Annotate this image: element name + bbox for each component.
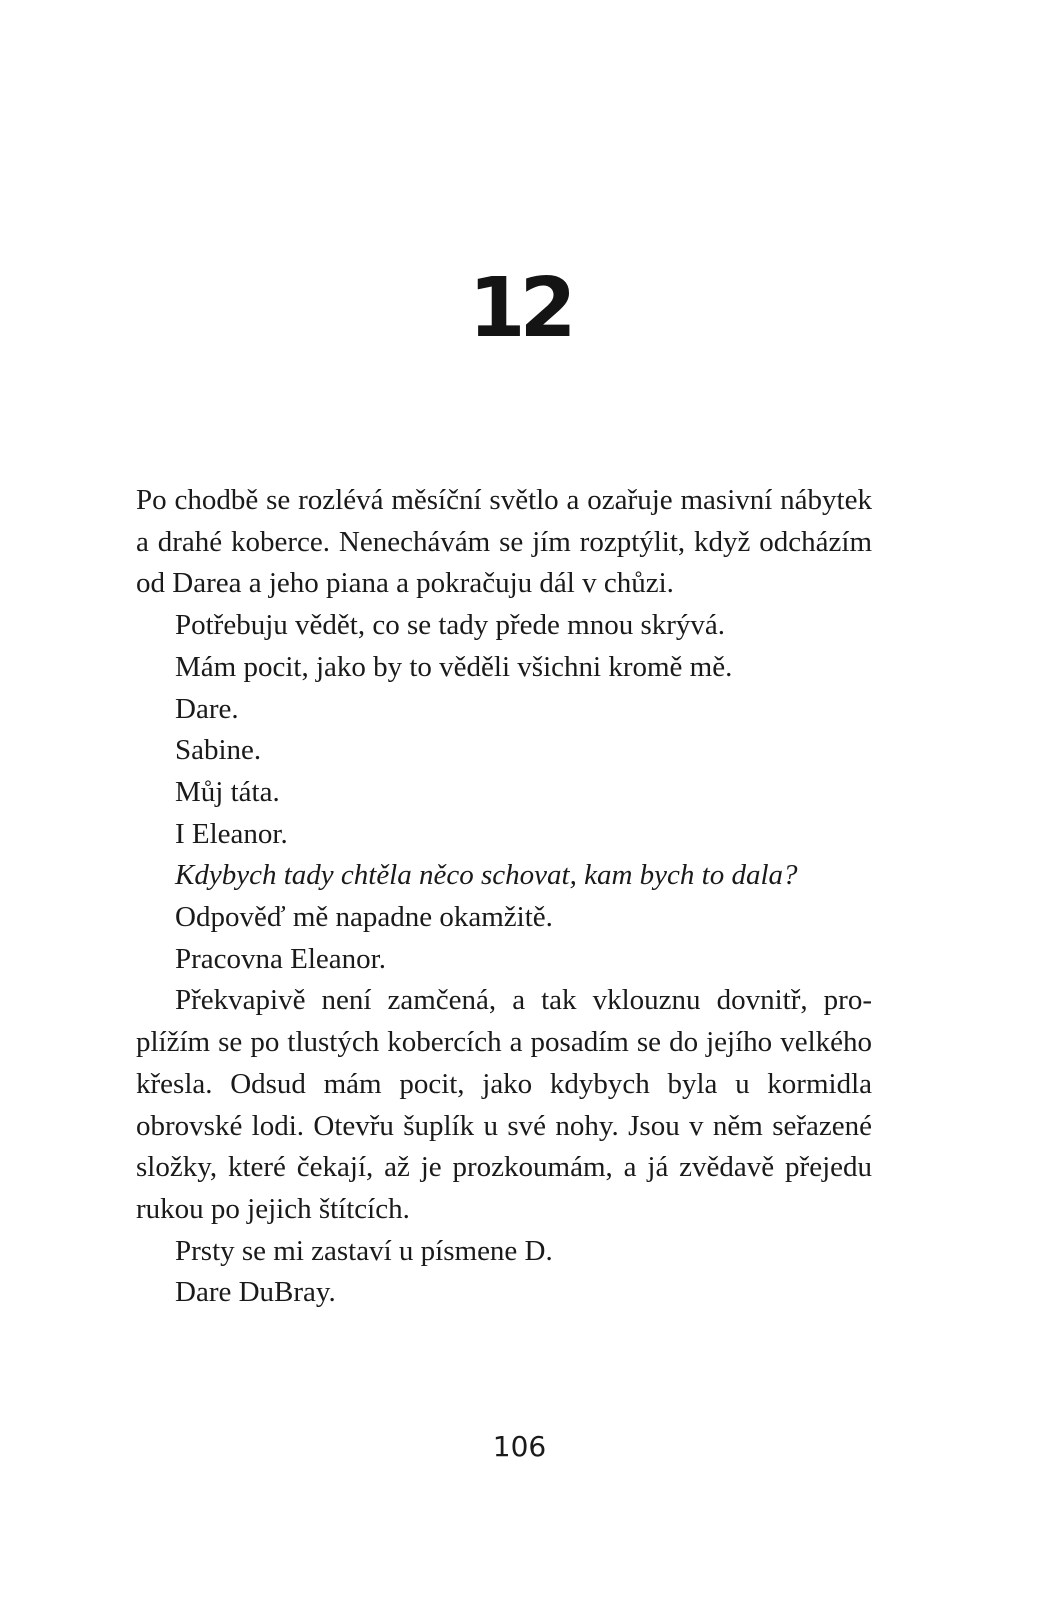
- paragraph: Odpověď mě napadne okamžitě.: [175, 901, 553, 934]
- chapter-body: [136, 480, 872, 1314]
- paragraph: Můj táta.: [175, 775, 280, 808]
- chapter-number: 12: [468, 261, 571, 356]
- paragraph-italic-thought: Kdybych tady chtěla něco schovat, kam bych to dala?: [175, 859, 798, 892]
- paragraph: Sabine.: [175, 734, 262, 767]
- paragraph: Dare DuBray.: [175, 1276, 336, 1309]
- paragraph: Mám pocit, jako by to věděli všichni kromě mě.: [175, 650, 733, 683]
- page-number: 106: [492, 1430, 547, 1463]
- paragraph: Dare.: [175, 692, 239, 725]
- paragraph: Překvapivě není zamčená, a tak vklouznu dovnitř, proplížím se po tlustých kobercích a posadím se do jejího velkého křesla. Odsud mám pocit, jako kdybych byla u kormidla obrovské lodi. Otevřu šuplík u své nohy. Jsou v něm seřazené složky, které čekají, až je prozkoumám, a já zvědavě přejedu rukou po jejich štítcích.: [136, 984, 872, 1225]
- paragraph: Pracovna Eleanor.: [175, 942, 386, 975]
- paragraph: Prsty se mi zastaví u písmene D.: [175, 1234, 553, 1267]
- paragraph: Po chodbě se rozlévá měsíční světlo a ozařuje masivní nábytek a drahé koberce. Nenechávám se jím rozptýlit, když odcházím od Darea a jeho piana a pokračuju dál v chůzi.: [136, 484, 872, 600]
- paragraph: I Eleanor.: [175, 817, 288, 850]
- paragraph: Potřebuju vědět, co se tady přede mnou skrývá.: [175, 609, 726, 642]
